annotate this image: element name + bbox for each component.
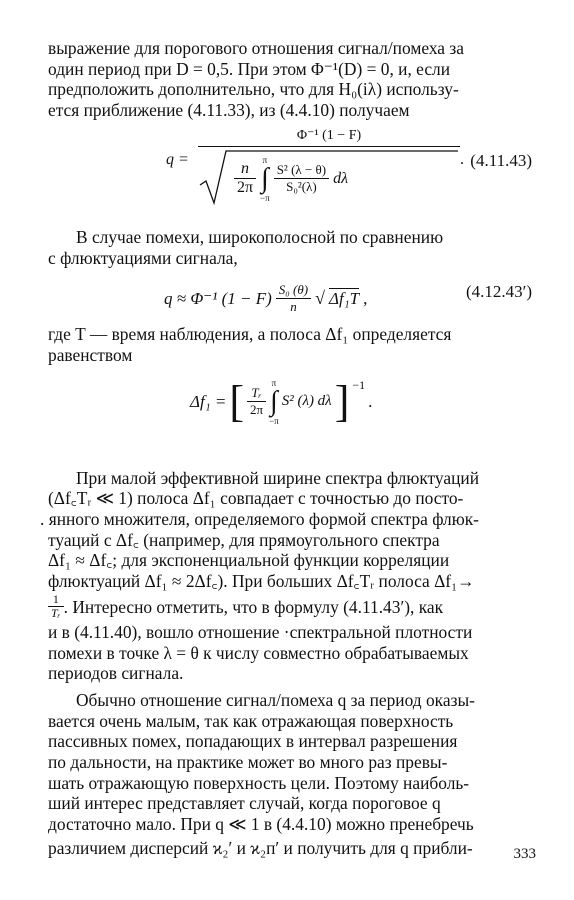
text-line: В случае помехи, широкополосной по сравнению	[76, 226, 444, 247]
formula-tail: ,	[363, 288, 368, 308]
paragraph-3	[48, 324, 536, 365]
text-line: достаточно мало. При q ≪ 1 в (4.4.10) можно пренебречь	[48, 814, 474, 835]
text-line: равенством	[48, 344, 133, 365]
left-bracket: [	[229, 376, 244, 426]
text-line: различием дисперсий ϰ₂′ и ϰ₂п′ и получить для q прибли-	[48, 837, 473, 858]
text-line: Обычно отношение сигнал/помеха q за период оказы-	[76, 689, 475, 710]
paragraph-4	[40, 467, 536, 684]
text-line: При малой эффективной ширине спектра флюктуаций	[76, 467, 480, 488]
text-line: один период при D = 0,5. При этом Φ⁻¹(D) = 0, и, если	[48, 58, 451, 79]
paragraph-1	[48, 38, 536, 121]
formula-tail: .	[368, 391, 373, 411]
sqrt-fraction: $\frac{n}{2\pi}$	[234, 160, 256, 197]
text-line: вается очень малым, так как отражающая поверхность	[48, 710, 454, 731]
text-line: флюктуаций Δf₁ ≈ 2Δf꜀). При больших Δf꜀Tᵣ полоса Δf₁→	[48, 571, 475, 592]
formula-lhs: q =	[166, 150, 189, 168]
page-number: 333	[513, 846, 536, 862]
text-line: где T — время наблюдения, а полоса Δf₁ определяется	[48, 324, 452, 345]
text-line: периодов сигнала.	[48, 663, 184, 684]
text-line-with-fraction	[48, 592, 536, 622]
text-line: Δf₁ ≈ Δf꜀; для экспоненциальной функции корреляции	[48, 550, 450, 571]
formula-numerator: Φ⁻¹ (1 − F)	[296, 127, 362, 143]
sqrt-sign: √	[315, 288, 325, 309]
text-line: по дальности, на практике может во много раз превы-	[48, 752, 448, 773]
text-line: предположить дополнительно, что для H₀(iλ) использу-	[48, 79, 459, 100]
text-line: с флюктуациями сигнала,	[48, 247, 238, 268]
formula-delta-f1	[48, 366, 536, 454]
page-body	[40, 38, 536, 861]
text-line: помехи в точке λ = θ к числу совместно обрабатываемых	[48, 642, 469, 663]
integrand: S² (λ) dλ	[281, 393, 332, 410]
inline-fraction: $\frac{1}{\text{Tᵣ}}$	[48, 593, 64, 620]
text-line: туаций с Δf꜀ (например, для прямоугольного спектра	[48, 529, 440, 550]
formula-fraction: $\frac{\text{S₀ (θ)}}{n}$	[276, 282, 311, 315]
paragraph-5	[48, 690, 536, 861]
text-line: и в (4.11.40), вошло отношение ·спектральной плотности	[48, 621, 473, 642]
equation-number: (4.12.43′)	[465, 282, 532, 302]
equation-number: (4.11.43)	[470, 150, 532, 170]
paragraph-2	[48, 227, 536, 268]
text-line: шать отражающую поверхность цели. Поэтому наиболь-	[48, 772, 470, 793]
right-bracket: ]	[334, 376, 350, 426]
integral: π ∫ −π	[260, 154, 270, 203]
integral: π ∫ −π	[269, 377, 279, 426]
formula-4-12-43	[48, 268, 536, 324]
formula-4-11-43	[48, 121, 536, 217]
formula-dx: dλ	[333, 169, 349, 187]
formula-tail: .	[460, 150, 464, 168]
text-line: (Δf꜀Tᵣ ≪ 1) полоса Δf₁ совпадает с точностью до посто-	[48, 488, 464, 509]
text-line: ший интерес представляет случай, когда пороговое q	[48, 793, 441, 814]
text-line: пассивных помех, попадающих в интервал разрешения	[48, 731, 458, 752]
integrand-fraction: $\frac{\text{S² (λ − θ)}}{\text{S₀²(λ)}}$	[274, 162, 329, 195]
text-line: выражение для порогового отношения сигнал/помеха за	[48, 38, 464, 58]
formula-lhs: q ≈ Φ⁻¹ (1 − F)	[164, 288, 272, 308]
text-line: . янного множителя, определяемого формой спектра флюк-	[40, 509, 479, 530]
text-line: ется приближение (4.11.33), из (4.4.10) получаем	[48, 100, 410, 121]
formula-lhs: Δf₁ =	[190, 391, 227, 411]
sqrt-content: Δf₁T	[329, 289, 360, 309]
exponent: −1	[352, 377, 366, 392]
formula-fraction: $\frac{\text{Tᵣ}}{2\pi}$	[247, 385, 266, 418]
text-line: . Интересно отметить, что в формулу (4.11.43′), как	[63, 596, 444, 617]
